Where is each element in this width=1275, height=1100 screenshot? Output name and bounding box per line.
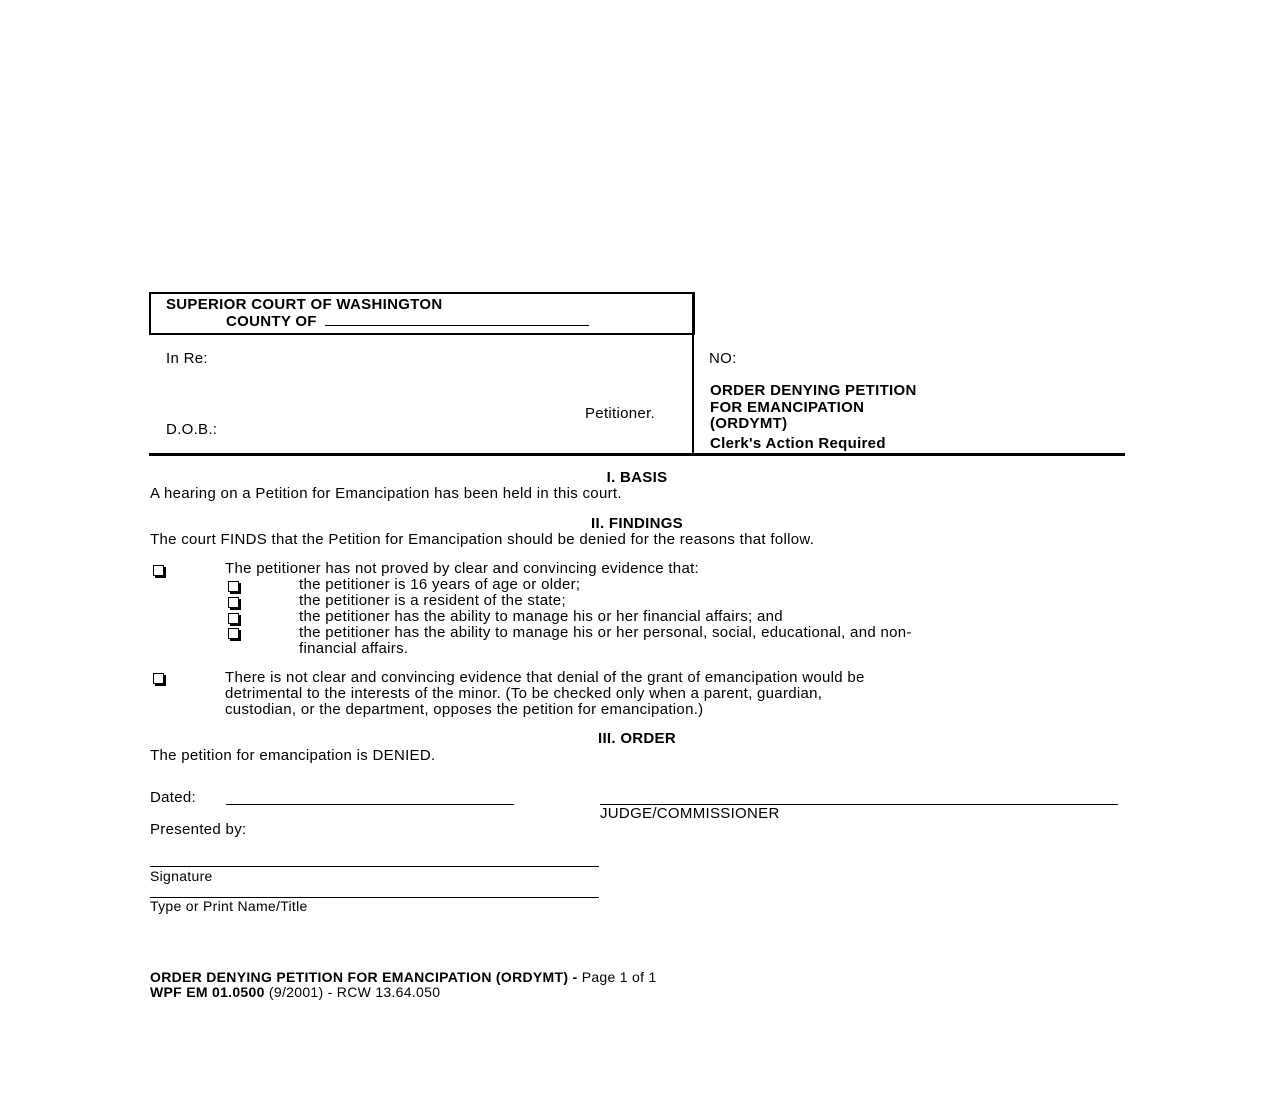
subitem-2-text: the petitioner is a resident of the state; [299,592,566,609]
finding-2-line1: There is not clear and convincing evidence that denial of the grant of emancipation would be [225,669,865,686]
subitem-4-checkbox[interactable] [228,628,239,639]
finding-2-line3: custodian, or the department, opposes the petition for emancipation.) [225,701,704,718]
subitem-4-text: the petitioner has the ability to manage his or her personal, social, educational, and non- [299,624,912,641]
form-title-line3: (ORDYMT) [710,415,788,432]
findings-intro: The court FINDS that the Petition for Emancipation should be denied for the reasons that follow. [150,531,815,548]
signature-label: Signature [150,868,213,884]
dob-label: D.O.B.: [166,421,218,438]
footer-revision: (9/2001) - RCW 13.64.050 [268,984,441,1000]
county-line [226,313,589,330]
finding-2-checkbox[interactable] [153,673,164,684]
subitem-1-text: the petitioner is 16 years of age or older; [299,576,581,593]
finding-2-line2: detrimental to the interests of the minor. (To be checked only when a parent, guardian, [225,685,823,702]
case-number-label: NO: [709,350,737,367]
caption-divider [692,292,694,454]
county-blank[interactable] [325,325,589,326]
footer-form-title: ORDER DENYING PETITION FOR EMANCIPATION (ORDYMT) - [150,969,578,985]
dated-line[interactable] [226,804,514,805]
clerk-action-label: Clerk's Action Required [710,435,886,452]
subitem-3-checkbox[interactable] [228,613,239,624]
petitioner-label: Petitioner. [585,405,656,422]
signature-line[interactable] [150,866,599,867]
basis-text: A hearing on a Petition for Emancipation has been held in this court. [150,485,622,502]
subitem-4-continuation: financial affairs. [299,640,409,657]
subitem-1-checkbox[interactable] [228,581,239,592]
finding-1-checkbox[interactable] [153,565,164,576]
form-title-line2: FOR EMANCIPATION [710,399,865,416]
subitem-3-text: the petitioner has the ability to manage his or her financial affairs; and [299,608,783,625]
form-title-line1: ORDER DENYING PETITION [710,382,917,399]
footer-form-id [150,984,440,1000]
caption-bottom-rule [149,453,1125,456]
name-title-label: Type or Print Name/Title [150,898,308,914]
subitem-2-checkbox[interactable] [228,597,239,608]
dated-label: Dated: [150,789,196,806]
order-heading: III. ORDER [597,730,677,747]
findings-heading: II. FINDINGS [591,515,683,532]
county-label: COUNTY OF [226,313,317,330]
in-re-label: In Re: [166,350,208,367]
court-name: SUPERIOR COURT OF WASHINGTON [166,296,443,313]
footer-form-number: WPF EM 01.0500 [150,984,265,1000]
judge-label: JUDGE/COMMISSIONER [600,805,780,822]
footer-title [150,969,657,985]
footer-page-number: Page 1 of 1 [581,969,657,985]
basis-heading: I. BASIS [606,469,668,486]
order-text: The petition for emancipation is DENIED. [150,747,436,764]
presented-by-label: Presented by: [150,821,247,838]
finding-1-text: The petitioner has not proved by clear and convincing evidence that: [225,560,700,577]
